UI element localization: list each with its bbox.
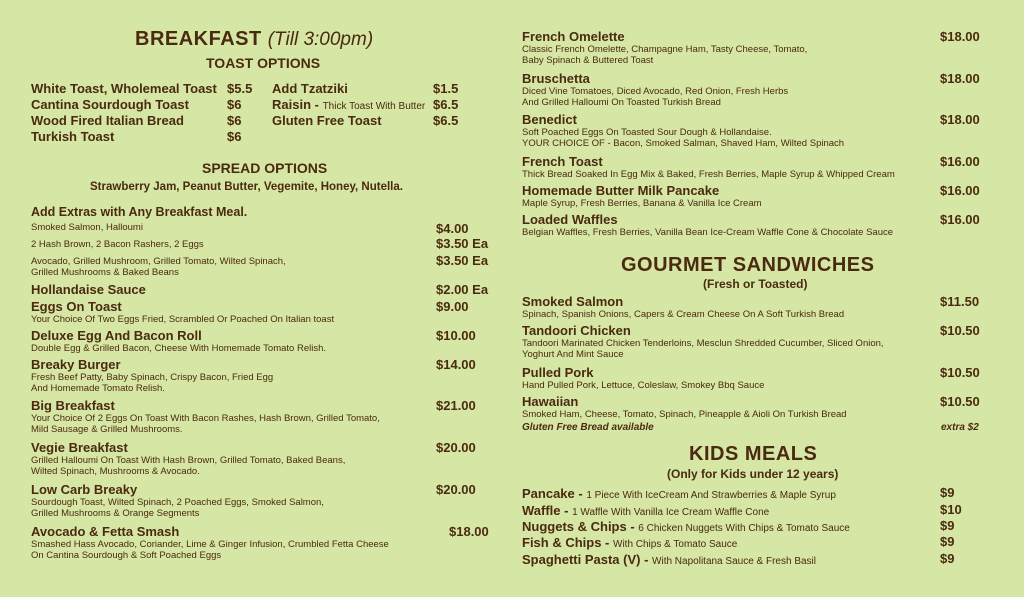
kids-item: Fish & Chips - With Chips & Tomato Sauce $9 bbox=[522, 534, 955, 550]
toast-addon: Raisin - Thick Toast With Butter $6.5 bbox=[272, 97, 459, 112]
breakfast-subtitle: (Till 3:00pm) bbox=[267, 29, 374, 50]
sandwiches-subtitle: (Fresh or Toasted) bbox=[703, 277, 808, 291]
menu-item: Homemade Butter Milk Pancake Maple Syrup, Fresh Berries, Banana & Vanilla Ice Cream $16.00 bbox=[522, 183, 980, 209]
menu-item: Bruschetta Diced Vine Tomatoes, Diced Avocado, Red Onion, Fresh Herbs And Grilled Halloumi On Toasted Turkish Bread $18.00 bbox=[522, 71, 980, 108]
menu-item: Deluxe Egg And Bacon Roll Double Egg & Grilled Bacon, Cheese With Homemade Tomato Relish. $10.00 bbox=[31, 328, 476, 354]
menu-item: Breaky Burger Fresh Beef Patty, Baby Spinach, Crispy Bacon, Fried Egg And Homemade Tomato Relish. $14.00 bbox=[31, 357, 476, 394]
extra-item: Smoked Salmon, Halloumi $4.00 bbox=[31, 221, 469, 236]
menu-item: French Omelette Classic French Omelette, Champagne Ham, Tasty Cheese, Tomato, Baby Spinach & Buttered Toast $18.00 bbox=[522, 29, 980, 66]
spread-options-heading: SPREAD OPTIONS bbox=[202, 160, 328, 176]
toast-option: Cantina Sourdough Toast $6 bbox=[31, 97, 242, 112]
extra-item: 2 Hash Brown, 2 Bacon Rashers, 2 Eggs $3.50 Ea bbox=[31, 236, 489, 251]
gluten-free-price: extra $2 bbox=[941, 422, 979, 433]
toast-addon: Gluten Free Toast $6.5 bbox=[272, 113, 459, 128]
kids-item: Spaghetti Pasta (V) - With Napolitana Sauce & Fresh Basil $9 bbox=[522, 551, 955, 567]
toast-addon: Add Tzatziki $1.5 bbox=[272, 81, 459, 96]
breakfast-heading bbox=[135, 28, 373, 51]
menu-item: Big Breakfast Your Choice Of 2 Eggs On Toast With Bacon Rashes, Hash Brown, Grilled Tomato, Mild Sausage & Grilled Mushrooms. $21.00 bbox=[31, 398, 476, 435]
menu-item: Avocado & Fetta Smash Smashed Hass Avocado, Coriander, Lime & Ginger Infusion, Crumbled Fetta Cheese On Cantina Sourdough & Soft Poached Eggs $18.00 bbox=[31, 524, 489, 561]
toast-option: White Toast, Wholemeal Toast $5.5 bbox=[31, 81, 253, 96]
toast-option: Turkish Toast $6 bbox=[31, 129, 242, 144]
menu-item: Hollandaise Sauce $2.00 Ea bbox=[31, 282, 489, 297]
toast-option: Wood Fired Italian Bread $6 bbox=[31, 113, 242, 128]
extra-item: Avocado, Grilled Mushroom, Grilled Tomato, Wilted Spinach, Grilled Mushrooms & Baked Beans $3.50 Ea bbox=[31, 253, 489, 278]
menu-item: French Toast Thick Bread Soaked In Egg Mix & Baked, Fresh Berries, Maple Syrup & Whipped Cream $16.00 bbox=[522, 154, 980, 180]
gluten-free-note: Gluten Free Bread available bbox=[522, 422, 654, 433]
menu-item: Tandoori Chicken Tandoori Marinated Chicken Tenderloins, Mesclun Shredded Cucumber, Sliced Onion, Yoghurt And Mint Sauce $10.50 bbox=[522, 323, 980, 360]
spread-options-text: Strawberry Jam, Peanut Butter, Vegemite, Honey, Nutella. bbox=[90, 181, 403, 193]
menu-item: Pulled Pork Hand Pulled Pork, Lettuce, Coleslaw, Smokey Bbq Sauce $10.50 bbox=[522, 365, 980, 391]
menu-item: Eggs On Toast Your Choice Of Two Eggs Fried, Scrambled Or Poached On Italian toast $9.00 bbox=[31, 299, 469, 325]
kids-item: Waffle - 1 Waffle With Vanilla Ice Cream Waffle Cone $10 bbox=[522, 502, 962, 518]
menu-item: Benedict Soft Poached Eggs On Toasted Sour Dough & Hollandaise. YOUR CHOICE OF - Bacon, Smoked Salman, Shaved Ham, Wilted Spinach $18.00 bbox=[522, 112, 980, 149]
menu-item: Smoked Salmon Spinach, Spanish Onions, Capers & Cream Cheese On A Soft Turkish Bread $11.50 bbox=[522, 294, 980, 320]
toast-options-heading: TOAST OPTIONS bbox=[206, 55, 321, 71]
kids-item: Nuggets & Chips - 6 Chicken Nuggets With Chips & Tomato Sauce $9 bbox=[522, 518, 955, 534]
kids-meals-subtitle: (Only for Kids under 12 years) bbox=[667, 467, 839, 481]
kids-meals-title: KIDS MEALS bbox=[689, 443, 818, 465]
breakfast-title: BREAKFAST bbox=[135, 28, 262, 50]
menu-item: Vegie Breakfast Grilled Halloumi On Toast With Hash Brown, Grilled Tomato, Baked Beans, Wilted Spinach, Mushrooms & Avocado. $20.00 bbox=[31, 440, 476, 477]
menu-item: Low Carb Breaky Sourdough Toast, Wilted Spinach, 2 Poached Eggs, Smoked Salmon, Grilled Mushrooms & Orange Segments $20.00 bbox=[31, 482, 476, 519]
sandwiches-title: GOURMET SANDWICHES bbox=[621, 254, 875, 276]
extras-heading: Add Extras with Any Breakfast Meal. bbox=[31, 205, 248, 219]
menu-item: Loaded Waffles Belgian Waffles, Fresh Berries, Vanilla Bean Ice-Cream Waffle Cone & Chocolate Sauce $16.00 bbox=[522, 212, 980, 238]
kids-item: Pancake - 1 Piece With IceCream And Strawberries & Maple Syrup $9 bbox=[522, 485, 955, 501]
menu-item: Hawaiian Smoked Ham, Cheese, Tomato, Spinach, Pineapple & Aioli On Turkish Bread $10.50 bbox=[522, 394, 980, 420]
